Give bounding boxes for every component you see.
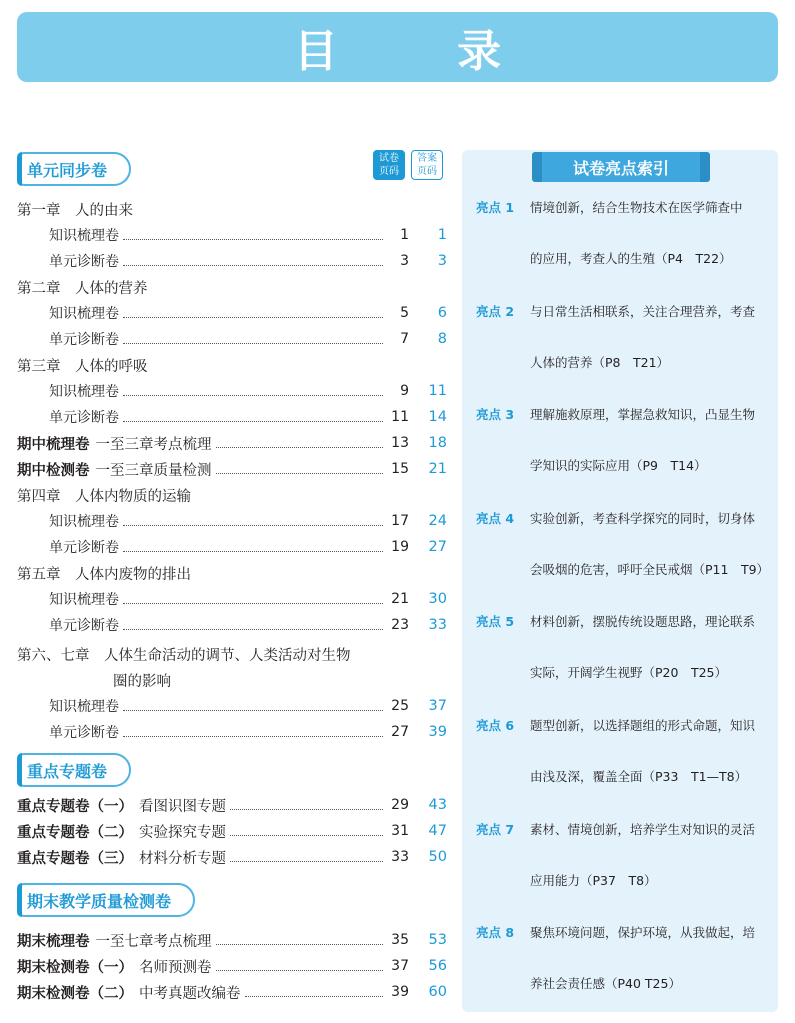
highlight-text-line1: 材料创新，摆脱传统设题思路，理论联系 <box>530 614 756 630</box>
highlight-text-line1: 素材、情境创新，培养学生对知识的灵活 <box>530 821 756 837</box>
dot-leader <box>123 710 383 711</box>
page-column-heads <box>373 150 443 180</box>
answer-page-number: 50 <box>428 849 447 865</box>
toc-row-title: 期末梳理卷 <box>17 933 90 950</box>
toc-row-label: 知识梳理卷 <box>49 699 119 715</box>
toc-row[interactable] <box>17 820 447 842</box>
toc-row-label: 第六、七章 人体生命活动的调节、人类活动对生物 <box>17 647 351 664</box>
toc-row-label: 知识梳理卷 <box>49 228 119 244</box>
toc-row-title: 期末检测卷（二） <box>17 985 133 1002</box>
answer-page-number: 43 <box>428 797 447 813</box>
toc-row-label: 单元诊断卷 <box>49 410 119 426</box>
toc-row-label: 一至三章质量检测 <box>95 462 212 479</box>
answer-page-number: 21 <box>428 461 447 477</box>
dot-leader <box>123 239 383 240</box>
answer-page-number: 39 <box>428 724 447 740</box>
toc-row[interactable] <box>17 536 447 558</box>
answer-page-number: 30 <box>428 591 447 607</box>
dot-leader <box>230 809 383 810</box>
answer-page-number: 11 <box>428 383 447 399</box>
highlights-title: 试卷亮点索引 <box>540 152 702 182</box>
highlight-label: 亮点 5 <box>476 614 515 630</box>
toc-row-label: 单元诊断卷 <box>49 332 119 348</box>
toc-row-label: 第二章 人体的营养 <box>17 280 148 297</box>
test-page-number: 31 <box>391 823 409 839</box>
toc-row-label: 知识梳理卷 <box>49 514 119 530</box>
toc-row[interactable] <box>17 562 447 584</box>
answer-page-number: 1 <box>437 227 447 243</box>
dot-leader <box>123 525 383 526</box>
highlight-label: 亮点 7 <box>476 821 515 837</box>
test-page-number: 19 <box>391 539 409 555</box>
toc-row[interactable] <box>17 794 447 816</box>
dot-leader <box>230 861 383 862</box>
toc-row-label: 一至三章考点梳理 <box>95 436 212 453</box>
test-page-number: 9 <box>400 383 409 399</box>
toc-row[interactable] <box>17 695 447 717</box>
test-page-number: 13 <box>391 435 409 451</box>
test-page-number: 23 <box>391 617 409 633</box>
toc-row[interactable] <box>17 328 447 350</box>
answer-pages-head: 答案 页码 <box>411 150 443 180</box>
test-page-number: 7 <box>400 331 409 347</box>
test-page-number: 39 <box>391 984 409 1000</box>
section-tag-special: 重点专题卷 <box>17 753 131 787</box>
test-page-number: 25 <box>391 698 409 714</box>
dot-leader <box>123 343 383 344</box>
test-page-number: 29 <box>391 797 409 813</box>
toc-row-label: 看图识图专题 <box>139 798 226 815</box>
toc-row-title: 重点专题卷（三） <box>17 850 133 867</box>
highlight-text-line2: 实际，开阔学生视野（P20 T25） <box>530 665 727 681</box>
highlight-label: 亮点 1 <box>476 200 515 215</box>
section-tag-unit: 单元同步卷 <box>17 152 131 186</box>
toc-row[interactable] <box>17 432 447 454</box>
toc-row[interactable] <box>17 588 447 610</box>
highlight-text-line2: 会吸烟的危害，呼吁全民戒烟（P11 T9） <box>530 561 770 577</box>
test-page-number: 33 <box>391 849 409 865</box>
toc-row[interactable] <box>17 198 447 220</box>
highlight-text-line2: 应用能力（P37 T8） <box>530 872 657 888</box>
dot-leader <box>123 603 383 604</box>
test-page-number: 21 <box>391 591 409 607</box>
answer-page-number: 53 <box>428 932 447 948</box>
toc-row-title: 重点专题卷（一） <box>17 798 133 815</box>
toc-row-title: 期末检测卷（一） <box>17 959 133 976</box>
test-page-number: 37 <box>391 958 409 974</box>
toc-row[interactable] <box>17 250 447 272</box>
toc-row-label: 第三章 人体的呼吸 <box>17 358 148 375</box>
dot-leader <box>216 944 384 945</box>
test-page-number: 5 <box>400 305 409 321</box>
highlight-label: 亮点 8 <box>476 925 515 941</box>
dot-leader <box>123 629 383 630</box>
test-page-number: 27 <box>391 724 409 740</box>
toc-row[interactable] <box>17 302 447 324</box>
dot-leader <box>216 473 384 474</box>
toc-row-label: 单元诊断卷 <box>49 254 119 270</box>
toc-row-label: 知识梳理卷 <box>49 384 119 400</box>
highlight-text-line1: 理解施救原理，掌握急救知识，凸显生物 <box>530 407 756 423</box>
toc-row-label: 圈的影响 <box>113 673 171 690</box>
dot-leader <box>123 317 383 318</box>
highlight-text-line2: 由浅及深，覆盖全面（P33 T1—T8） <box>530 769 748 784</box>
answer-page-number: 3 <box>437 253 447 269</box>
test-page-number: 3 <box>400 253 409 269</box>
page-title: 目 录 <box>293 26 554 77</box>
answer-page-number: 60 <box>428 984 447 1000</box>
dot-leader <box>216 970 384 971</box>
toc-row[interactable] <box>17 380 447 402</box>
highlight-label: 亮点 6 <box>476 718 515 733</box>
highlight-label: 亮点 2 <box>476 303 515 319</box>
toc-row-label: 材料分析专题 <box>139 850 226 867</box>
dot-leader <box>123 421 383 422</box>
toc-row-label: 单元诊断卷 <box>49 725 119 741</box>
dot-leader <box>123 395 383 396</box>
toc-row-title: 期中检测卷 <box>17 462 90 479</box>
dot-leader <box>123 265 383 266</box>
toc-row-label: 单元诊断卷 <box>49 618 119 634</box>
toc-row[interactable] <box>17 955 447 977</box>
answer-page-number: 24 <box>428 513 447 529</box>
highlight-text-line1: 实验创新，考查科学探究的同时，切身体 <box>530 510 756 526</box>
toc-row[interactable] <box>17 614 447 636</box>
dot-leader <box>123 736 383 737</box>
highlight-label: 亮点 3 <box>476 407 515 423</box>
dot-leader <box>245 996 384 997</box>
test-page-number: 1 <box>400 227 409 243</box>
highlight-text-line1: 题型创新，以选择题组的形式命题，知识 <box>530 718 756 733</box>
dot-leader <box>216 447 384 448</box>
test-page-number: 17 <box>391 513 409 529</box>
answer-page-number: 37 <box>428 698 447 714</box>
toc-row[interactable] <box>17 484 447 506</box>
table-of-contents <box>17 150 447 1020</box>
highlight-text-line1: 情境创新，结合生物技术在医学筛查中 <box>530 200 743 215</box>
toc-row-label: 一至七章考点梳理 <box>95 933 212 950</box>
toc-row[interactable] <box>17 224 447 246</box>
answer-page-number: 27 <box>428 539 447 555</box>
toc-row[interactable] <box>17 721 447 743</box>
highlight-text-line2: 人体的营养（P8 T21） <box>530 354 670 370</box>
dot-leader <box>123 551 383 552</box>
title-banner <box>17 12 778 82</box>
highlight-text-line1: 与日常生活相联系，关注合理营养，考查 <box>530 303 756 319</box>
toc-row-label: 知识梳理卷 <box>49 592 119 608</box>
answer-page-number: 47 <box>428 823 447 839</box>
toc-row[interactable] <box>17 510 447 532</box>
toc-row-label: 单元诊断卷 <box>49 540 119 556</box>
answer-page-number: 56 <box>428 958 447 974</box>
highlight-text-line1: 聚焦环境问题，保护环境，从我做起，培 <box>530 925 756 941</box>
toc-row-label: 中考真题改编卷 <box>139 985 241 1002</box>
toc-row-title: 重点专题卷（二） <box>17 824 133 841</box>
toc-row[interactable] <box>17 669 447 691</box>
test-page-number: 35 <box>391 932 409 948</box>
highlight-text-line2: 学知识的实际应用（P9 T14） <box>530 458 707 474</box>
toc-row-label: 实验探究专题 <box>139 824 226 841</box>
dot-leader <box>230 835 383 836</box>
toc-row[interactable] <box>17 406 447 428</box>
toc-row[interactable] <box>17 354 447 376</box>
toc-row-label: 第一章 人的由来 <box>17 202 133 219</box>
toc-row-label: 知识梳理卷 <box>49 306 119 322</box>
section-tag-final: 期末教学质量检测卷 <box>17 883 195 917</box>
answer-page-number: 6 <box>437 305 447 321</box>
highlights-panel <box>462 150 778 1012</box>
toc-row-label: 第四章 人体内物质的运输 <box>17 488 191 505</box>
toc-row[interactable] <box>17 846 447 868</box>
answer-page-number: 14 <box>428 409 447 425</box>
test-page-number: 15 <box>391 461 409 477</box>
toc-row[interactable] <box>17 643 447 665</box>
test-pages-head: 试卷 页码 <box>373 150 405 180</box>
toc-row-title: 期中梳理卷 <box>17 436 90 453</box>
toc-row[interactable] <box>17 981 447 1003</box>
toc-row[interactable] <box>17 458 447 480</box>
highlight-text-line2: 的应用，考查人的生殖（P4 T22） <box>530 251 732 266</box>
answer-page-number: 18 <box>428 435 447 451</box>
highlight-text-line2: 养社会责任感（P40 T25） <box>530 976 681 992</box>
test-page-number: 11 <box>391 409 409 425</box>
toc-row-label: 名师预测卷 <box>139 959 212 976</box>
answer-page-number: 33 <box>428 617 447 633</box>
toc-row-label: 第五章 人体内废物的排出 <box>17 566 191 583</box>
highlight-label: 亮点 4 <box>476 510 515 526</box>
answer-page-number: 8 <box>437 331 447 347</box>
toc-row[interactable] <box>17 276 447 298</box>
toc-row[interactable] <box>17 929 447 951</box>
